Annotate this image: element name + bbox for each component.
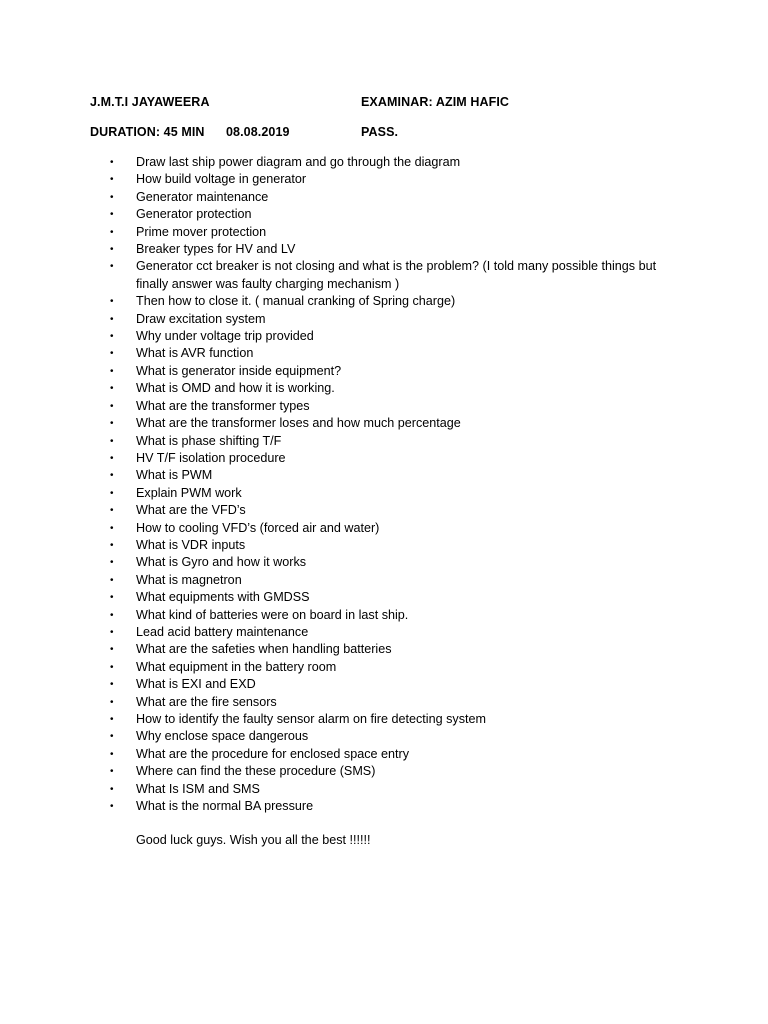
bullet-icon: • <box>110 470 114 482</box>
question-text: What is EXI and EXD <box>136 677 256 692</box>
list-item <box>0 206 768 223</box>
list-item <box>0 328 768 345</box>
question-text: Draw excitation system <box>136 311 266 326</box>
bullet-icon: • <box>110 731 114 743</box>
bullet-icon: • <box>110 261 114 273</box>
list-item <box>0 171 768 188</box>
list-item <box>0 798 768 815</box>
list-item <box>0 520 768 537</box>
list-item <box>0 189 768 206</box>
bullet-icon: • <box>110 522 114 534</box>
bullet-icon: • <box>110 626 114 638</box>
list-item <box>0 258 768 293</box>
bullet-icon: • <box>110 661 114 673</box>
bullet-icon: • <box>110 348 114 360</box>
bullet-icon: • <box>110 679 114 691</box>
question-text: What are the transformer types <box>136 398 310 413</box>
list-item <box>0 224 768 241</box>
question-text: What is OMD and how it is working. <box>136 381 335 396</box>
question-text: Explain PWM work <box>136 485 242 500</box>
closing-message: Good luck guys. Wish you all the best !!!!!! <box>136 833 371 847</box>
question-text: What Is ISM and SMS <box>136 781 260 796</box>
exam-date: 08.08.2019 <box>226 125 290 139</box>
bullet-icon: • <box>110 191 114 203</box>
list-item <box>0 311 768 328</box>
list-item <box>0 502 768 519</box>
question-text: What equipment in the battery room <box>136 659 337 674</box>
question-text: What is VDR inputs <box>136 537 246 552</box>
list-item <box>0 154 768 171</box>
list-item <box>0 241 768 258</box>
question-text: What are the VFD’s <box>136 503 246 518</box>
bullet-icon: • <box>110 157 114 168</box>
list-item <box>0 781 768 798</box>
list-item <box>0 659 768 676</box>
bullet-icon: • <box>110 644 114 656</box>
bullet-icon: • <box>110 209 114 221</box>
list-item <box>0 641 768 658</box>
bullet-icon: • <box>110 452 114 464</box>
bullet-icon: • <box>110 696 114 708</box>
examiner-label: EXAMINAR: AZIM HAFIC <box>361 95 510 109</box>
candidate-name: J.M.T.I JAYAWEERA <box>90 95 210 109</box>
list-item <box>0 363 768 380</box>
list-item <box>0 398 768 415</box>
question-text: What is the normal BA pressure <box>136 799 314 814</box>
question-text: How to identify the faulty sensor alarm on fire detecting system <box>136 712 486 726</box>
bullet-icon: • <box>110 435 114 447</box>
question-text: Draw last ship power diagram and go through the diagram <box>136 155 461 169</box>
list-item <box>0 711 768 728</box>
list-item <box>0 572 768 589</box>
bullet-icon: • <box>110 331 114 343</box>
list-item <box>0 537 768 554</box>
question-text: Generator cct breaker is not closing and what is the problem? (I told many possible things but finally answer was faulty charging mechanism ) <box>136 259 657 291</box>
question-text: What is AVR function <box>136 346 254 361</box>
list-item <box>0 485 768 502</box>
question-text: How build voltage in generator <box>136 172 307 187</box>
question-text: What are the safeties when handling batteries <box>136 642 392 657</box>
duration-label: DURATION: 45 MIN <box>90 125 205 139</box>
bullet-icon: • <box>110 714 114 725</box>
list-item <box>0 450 768 467</box>
list-item <box>0 433 768 450</box>
list-item <box>0 763 768 780</box>
list-item <box>0 589 768 606</box>
list-item <box>0 728 768 745</box>
bullet-icon: • <box>110 174 114 186</box>
question-text: What are the fire sensors <box>136 694 277 709</box>
bullet-icon: • <box>110 365 114 377</box>
question-text: Lead acid battery maintenance <box>136 624 309 639</box>
bullet-icon: • <box>110 505 114 517</box>
bullet-icon: • <box>110 244 114 256</box>
question-text: Where can find the these procedure (SMS) <box>136 764 376 779</box>
question-text: What equipments with GMDSS <box>136 590 310 605</box>
question-text: What are the transformer loses and how much percentage <box>136 416 461 431</box>
question-text: HV T/F isolation procedure <box>136 450 286 465</box>
question-text: What is phase shifting T/F <box>136 433 282 448</box>
bullet-icon: • <box>110 783 114 795</box>
list-item <box>0 694 768 711</box>
question-text: Generator maintenance <box>136 189 269 204</box>
bullet-icon: • <box>110 539 114 551</box>
result-label: PASS. <box>361 125 399 139</box>
question-text: Generator protection <box>136 207 252 222</box>
question-text: What kind of batteries were on board in last ship. <box>136 607 409 622</box>
question-text: How to cooling VFD’s (forced air and water) <box>136 520 380 535</box>
list-item <box>0 607 768 624</box>
list-item <box>0 293 768 310</box>
question-list <box>0 154 768 815</box>
bullet-icon: • <box>110 609 114 621</box>
bullet-icon: • <box>110 226 114 238</box>
bullet-icon: • <box>110 801 114 813</box>
list-item <box>0 345 768 362</box>
list-item <box>0 746 768 763</box>
question-text: Prime mover protection <box>136 224 267 239</box>
question-text: What is generator inside equipment? <box>136 363 342 378</box>
list-item <box>0 554 768 571</box>
list-item <box>0 676 768 693</box>
question-text: Why under voltage trip provided <box>136 329 314 344</box>
question-text: Why enclose space dangerous <box>136 729 309 744</box>
list-item <box>0 467 768 484</box>
bullet-icon: • <box>110 313 114 325</box>
bullet-icon: • <box>110 574 114 586</box>
bullet-icon: • <box>110 296 114 308</box>
question-text: What is PWM <box>136 468 213 483</box>
question-text: What is Gyro and how it works <box>136 555 307 570</box>
bullet-icon: • <box>110 592 114 604</box>
bullet-icon: • <box>110 383 114 395</box>
question-text: Breaker types for HV and LV <box>136 242 296 257</box>
bullet-icon: • <box>110 748 114 760</box>
list-item <box>0 624 768 641</box>
bullet-icon: • <box>110 487 114 499</box>
bullet-icon: • <box>110 418 114 430</box>
question-text: What are the procedure for enclosed space entry <box>136 746 410 761</box>
question-text: Then how to close it. ( manual cranking of Spring charge) <box>136 294 456 309</box>
bullet-icon: • <box>110 400 114 412</box>
question-text: What is magnetron <box>136 572 242 587</box>
list-item <box>0 415 768 432</box>
bullet-icon: • <box>110 766 114 778</box>
bullet-icon: • <box>110 557 114 569</box>
list-item <box>0 380 768 397</box>
